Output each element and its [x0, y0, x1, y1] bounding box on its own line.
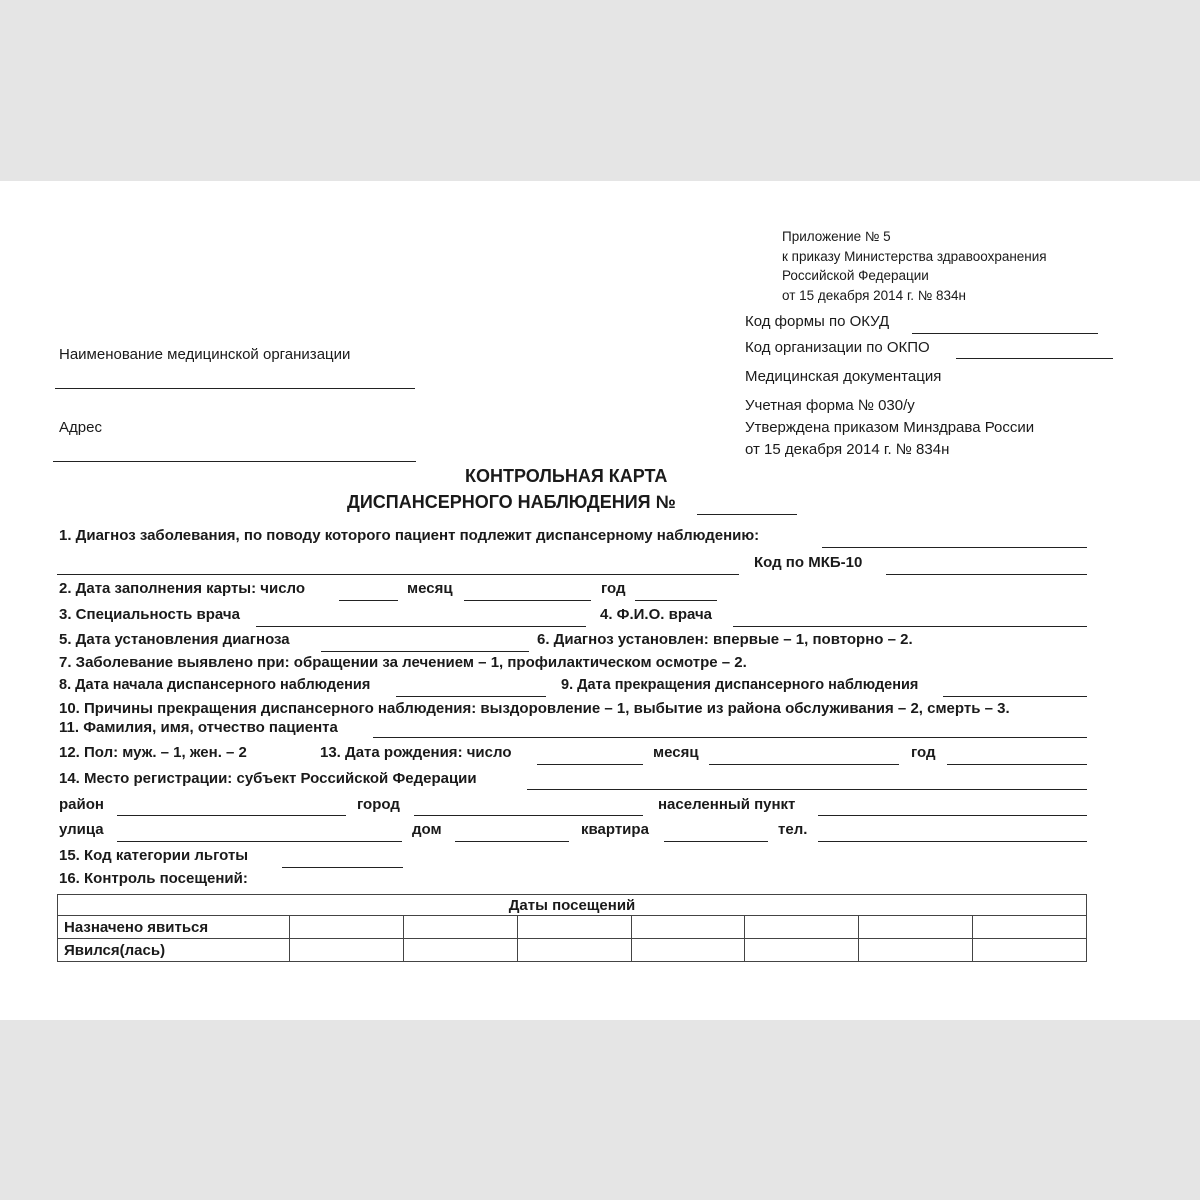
table-row: [58, 916, 1087, 939]
field-11-label: 11. Фамилия, имя, отчество пациента: [59, 719, 338, 736]
house-field[interactable]: [455, 841, 569, 842]
visit-cell[interactable]: [517, 939, 631, 962]
patient-name-field[interactable]: [373, 737, 1087, 738]
year-label: год: [601, 580, 626, 597]
house-label: дом: [412, 821, 442, 838]
street-field[interactable]: [117, 841, 402, 842]
benefit-code-field[interactable]: [282, 867, 403, 868]
med-docs-label: Медицинская документация: [745, 368, 942, 385]
row-label-scheduled: Назначено явиться: [58, 916, 290, 939]
address-field[interactable]: [53, 461, 416, 462]
birth-year-field[interactable]: [947, 764, 1087, 765]
diagnosis-field-cont[interactable]: [57, 574, 739, 575]
phone-label: тел.: [778, 821, 808, 838]
phone-field[interactable]: [818, 841, 1087, 842]
field-8-label: 8. Дата начала диспансерного наблюдения: [59, 677, 371, 693]
visit-cell[interactable]: [631, 916, 745, 939]
field-6-label: 6. Диагноз установлен: впервые – 1, повторно – 2.: [537, 631, 913, 648]
visit-cell[interactable]: [403, 939, 517, 962]
org-name-field[interactable]: [55, 388, 415, 389]
specialty-field[interactable]: [256, 626, 586, 627]
visits-header: Даты посещений: [58, 895, 1087, 916]
region-field[interactable]: [527, 789, 1087, 790]
visit-cell[interactable]: [631, 939, 745, 962]
org-name-label: Наименование медицинской организации: [59, 346, 351, 363]
field-5-label: 5. Дата установления диагноза: [59, 631, 290, 648]
page-title-line2: ДИСПАНСЕРНОГО НАБЛЮДЕНИЯ №: [347, 492, 676, 512]
field-7-label: 7. Заболевание выявлено при: обращении за лечением – 1, профилактическом осмотре – 2.: [59, 654, 747, 671]
approved-label: Утверждена приказом Минздрава России: [745, 419, 1035, 436]
settlement-label: населенный пункт: [658, 796, 796, 813]
visit-cell[interactable]: [290, 939, 404, 962]
appendix-line: Приложение № 5: [782, 229, 891, 244]
city-field[interactable]: [414, 815, 643, 816]
diagnosis-date-field[interactable]: [321, 651, 529, 652]
visit-cell[interactable]: [745, 916, 859, 939]
field-12-label: 12. Пол: муж. – 1, жен. – 2: [59, 744, 247, 761]
field-1-label: 1. Диагноз заболевания, по поводу которого пациент подлежит диспансерному наблюдению:: [59, 527, 760, 544]
birth-day-field[interactable]: [537, 764, 643, 765]
field-3-label: 3. Специальность врача: [59, 606, 240, 623]
appendix-block: [782, 227, 1047, 305]
fill-month-field[interactable]: [464, 600, 591, 601]
field-15-label: 15. Код категории льготы: [59, 847, 249, 864]
form-number: Учетная форма № 030/у: [745, 397, 915, 414]
district-field[interactable]: [117, 815, 346, 816]
mkb-label: Код по МКБ-10: [754, 554, 863, 571]
apartment-field[interactable]: [664, 841, 768, 842]
field-2-label: 2. Дата заполнения карты: число: [59, 580, 306, 597]
table-row: [58, 939, 1087, 962]
field-16-label: 16. Контроль посещений:: [59, 870, 248, 887]
month-label: месяц: [407, 580, 453, 597]
address-label: Адрес: [59, 419, 102, 436]
visit-cell[interactable]: [859, 916, 973, 939]
field-4-label: 4. Ф.И.О. врача: [600, 606, 713, 623]
visits-table: [57, 894, 1087, 962]
mkb-field[interactable]: [886, 574, 1087, 575]
field-9-label: 9. Дата прекращения диспансерного наблюдения: [561, 677, 919, 693]
appendix-line: к приказу Министерства здравоохранения: [782, 248, 1047, 264]
street-label: улица: [59, 821, 104, 838]
visit-cell[interactable]: [859, 939, 973, 962]
diagnosis-field[interactable]: [822, 547, 1087, 548]
visit-cell[interactable]: [973, 939, 1087, 962]
visit-cell[interactable]: [745, 939, 859, 962]
row-label-attended: Явился(лась): [58, 939, 290, 962]
appendix-line: от 15 декабря 2014 г. № 834н: [782, 287, 966, 303]
okpo-label: Код организации по ОКПО: [745, 339, 930, 356]
visit-cell[interactable]: [290, 916, 404, 939]
okpo-field[interactable]: [956, 358, 1113, 359]
okud-field[interactable]: [912, 333, 1098, 334]
birth-year-label: год: [911, 744, 936, 761]
field-10-label: 10. Причины прекращения диспансерного наблюдения: выздоровление – 1, выбытие из района обслуживания – 2, смерть – 3.: [59, 700, 1010, 717]
approved-date: от 15 декабря 2014 г. № 834н: [745, 441, 950, 458]
city-label: город: [357, 796, 400, 813]
start-date-field[interactable]: [396, 696, 546, 697]
okud-label: Код формы по ОКУД: [745, 313, 890, 330]
table-row: [58, 895, 1087, 916]
birth-month-label: месяц: [653, 744, 699, 761]
visit-cell[interactable]: [517, 916, 631, 939]
visit-cell[interactable]: [403, 916, 517, 939]
birth-month-field[interactable]: [709, 764, 899, 765]
visit-cell[interactable]: [973, 916, 1087, 939]
field-13-label: 13. Дата рождения: число: [320, 744, 512, 761]
appendix-line: Российской Федерации: [782, 268, 929, 283]
card-number-field[interactable]: [697, 514, 797, 515]
fill-day-field[interactable]: [339, 600, 398, 601]
page-title-line1: КОНТРОЛЬНАЯ КАРТА: [465, 466, 668, 486]
field-14-label: 14. Место регистрации: субъект Российской Федерации: [59, 770, 477, 787]
apartment-label: квартира: [581, 821, 649, 838]
district-label: район: [59, 796, 104, 813]
form-sheet: [0, 181, 1200, 1020]
end-date-field[interactable]: [943, 696, 1087, 697]
doctor-name-field[interactable]: [733, 626, 1087, 627]
fill-year-field[interactable]: [635, 600, 717, 601]
settlement-field[interactable]: [818, 815, 1087, 816]
